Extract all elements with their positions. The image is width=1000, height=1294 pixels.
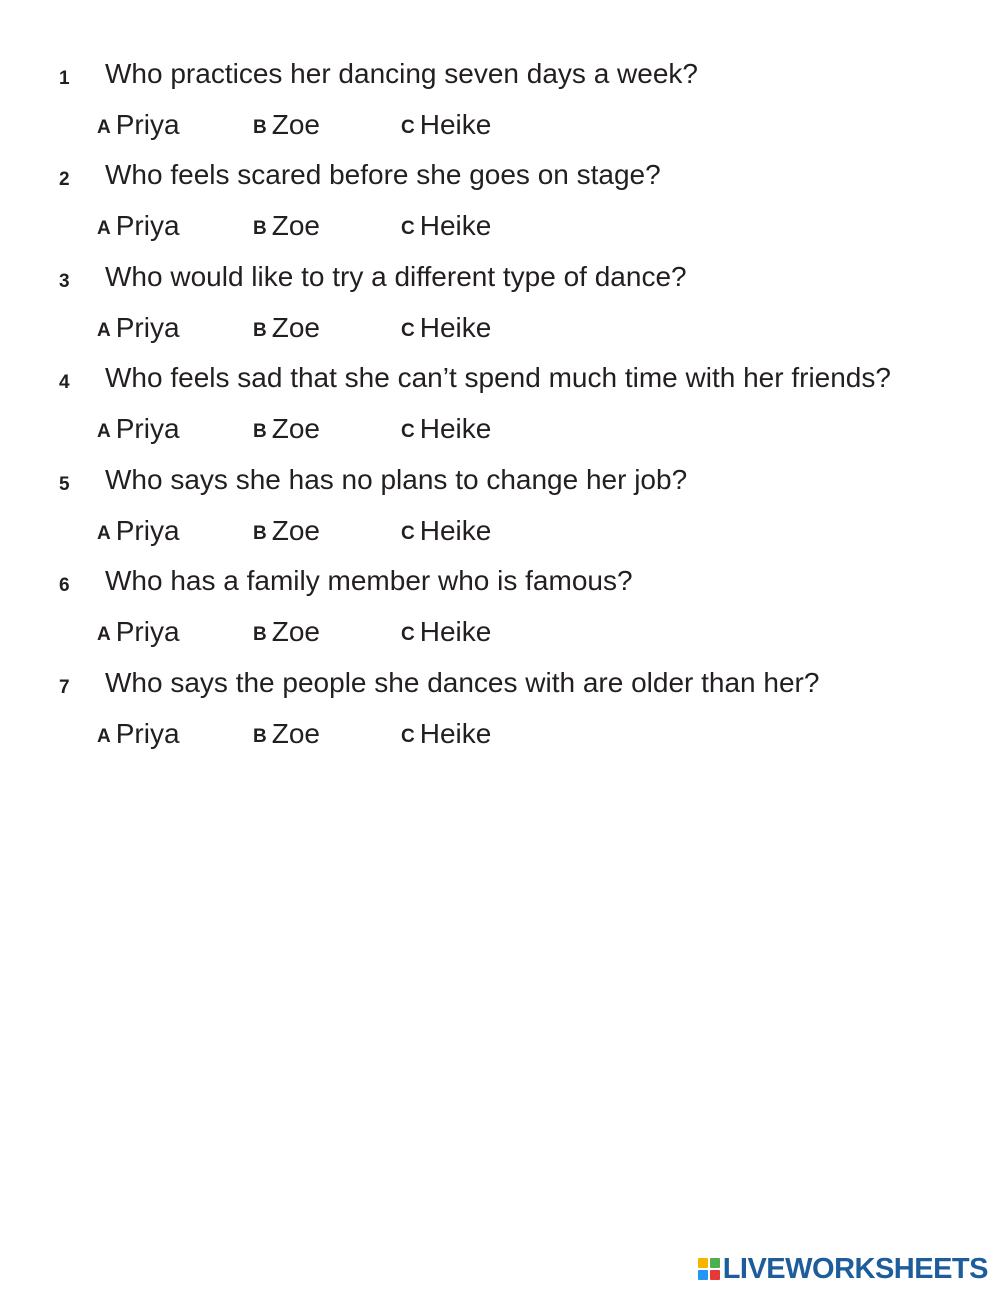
question-text: Who feels scared before she goes on stage? xyxy=(105,159,661,190)
option-c[interactable] xyxy=(401,616,491,648)
question-line xyxy=(0,259,1000,303)
question-text: Who has a family member who is famous? xyxy=(105,565,633,596)
option-b[interactable] xyxy=(253,718,320,750)
option-name: Heike xyxy=(419,718,492,749)
question-number: 1 xyxy=(59,68,70,89)
options-row xyxy=(0,411,1000,455)
option-b[interactable] xyxy=(253,109,320,141)
question-line xyxy=(0,157,1000,201)
option-letter: C xyxy=(401,320,415,341)
option-b[interactable] xyxy=(253,210,320,242)
option-c[interactable] xyxy=(401,718,491,750)
options-row xyxy=(0,716,1000,760)
option-letter: C xyxy=(401,624,415,645)
options-row xyxy=(0,208,1000,252)
option-a[interactable] xyxy=(97,109,180,141)
option-a[interactable] xyxy=(97,515,180,547)
option-c[interactable] xyxy=(401,109,491,141)
question-text: Who would like to try a different type of dance? xyxy=(105,261,687,292)
question-number: 4 xyxy=(59,372,70,393)
option-name: Priya xyxy=(115,718,180,749)
option-letter: A xyxy=(97,320,111,341)
option-name: Zoe xyxy=(271,718,320,749)
question-text: Who feels sad that she can’t spend much time with her friends? xyxy=(105,362,891,393)
option-name: Zoe xyxy=(271,312,320,343)
options-row xyxy=(0,614,1000,658)
option-b[interactable] xyxy=(253,413,320,445)
option-name: Heike xyxy=(419,109,492,140)
options-row xyxy=(0,310,1000,354)
option-name: Heike xyxy=(419,515,492,546)
question-number: 2 xyxy=(59,169,70,190)
option-name: Zoe xyxy=(271,413,320,444)
question-number: 7 xyxy=(59,677,70,698)
option-letter: B xyxy=(253,726,267,747)
option-letter: A xyxy=(97,117,111,138)
option-letter: A xyxy=(97,523,111,544)
option-c[interactable] xyxy=(401,210,491,242)
option-c[interactable] xyxy=(401,312,491,344)
option-name: Heike xyxy=(419,312,492,343)
option-name: Priya xyxy=(115,109,180,140)
option-b[interactable] xyxy=(253,515,320,547)
option-letter: C xyxy=(401,218,415,239)
liveworksheets-logo xyxy=(698,1254,988,1284)
option-name: Priya xyxy=(115,616,180,647)
question-line xyxy=(0,360,1000,404)
logo-square-yellow xyxy=(698,1258,708,1268)
option-name: Zoe xyxy=(271,515,320,546)
option-letter: B xyxy=(253,218,267,239)
question-number: 5 xyxy=(59,474,70,495)
option-letter: A xyxy=(97,218,111,239)
option-letter: A xyxy=(97,421,111,442)
logo-square-blue xyxy=(698,1270,708,1280)
option-c[interactable] xyxy=(401,413,491,445)
option-b[interactable] xyxy=(253,616,320,648)
options-row xyxy=(0,513,1000,557)
option-a[interactable] xyxy=(97,312,180,344)
option-name: Zoe xyxy=(271,210,320,241)
logo-square-green xyxy=(710,1258,720,1268)
question-text: Who says the people she dances with are older than her? xyxy=(105,667,820,698)
option-letter: B xyxy=(253,523,267,544)
option-letter: B xyxy=(253,421,267,442)
option-letter: C xyxy=(401,421,415,442)
option-name: Heike xyxy=(419,210,492,241)
question-line xyxy=(0,563,1000,607)
logo-square-red xyxy=(710,1270,720,1280)
question-number: 6 xyxy=(59,575,70,596)
logo-text: LIVEWORKSHEETS xyxy=(722,1253,988,1285)
option-letter: B xyxy=(253,320,267,341)
question-text: Who says she has no plans to change her job? xyxy=(105,464,688,495)
option-a[interactable] xyxy=(97,718,180,750)
option-letter: A xyxy=(97,624,111,645)
option-letter: B xyxy=(253,117,267,138)
option-letter: B xyxy=(253,624,267,645)
option-name: Zoe xyxy=(271,616,320,647)
option-name: Heike xyxy=(419,413,492,444)
option-c[interactable] xyxy=(401,515,491,547)
question-number: 3 xyxy=(59,271,70,292)
question-line xyxy=(0,462,1000,506)
option-letter: C xyxy=(401,726,415,747)
question-text: Who practices her dancing seven days a week? xyxy=(105,58,698,89)
option-a[interactable] xyxy=(97,413,180,445)
option-name: Zoe xyxy=(271,109,320,140)
option-name: Priya xyxy=(115,210,180,241)
options-row xyxy=(0,107,1000,151)
option-letter: C xyxy=(401,523,415,544)
option-name: Priya xyxy=(115,312,180,343)
option-name: Heike xyxy=(419,616,492,647)
option-letter: A xyxy=(97,726,111,747)
option-a[interactable] xyxy=(97,616,180,648)
option-name: Priya xyxy=(115,515,180,546)
option-b[interactable] xyxy=(253,312,320,344)
question-line xyxy=(0,665,1000,709)
option-letter: C xyxy=(401,117,415,138)
question-line xyxy=(0,56,1000,100)
logo-mark-icon xyxy=(698,1258,720,1280)
option-a[interactable] xyxy=(97,210,180,242)
option-name: Priya xyxy=(115,413,180,444)
